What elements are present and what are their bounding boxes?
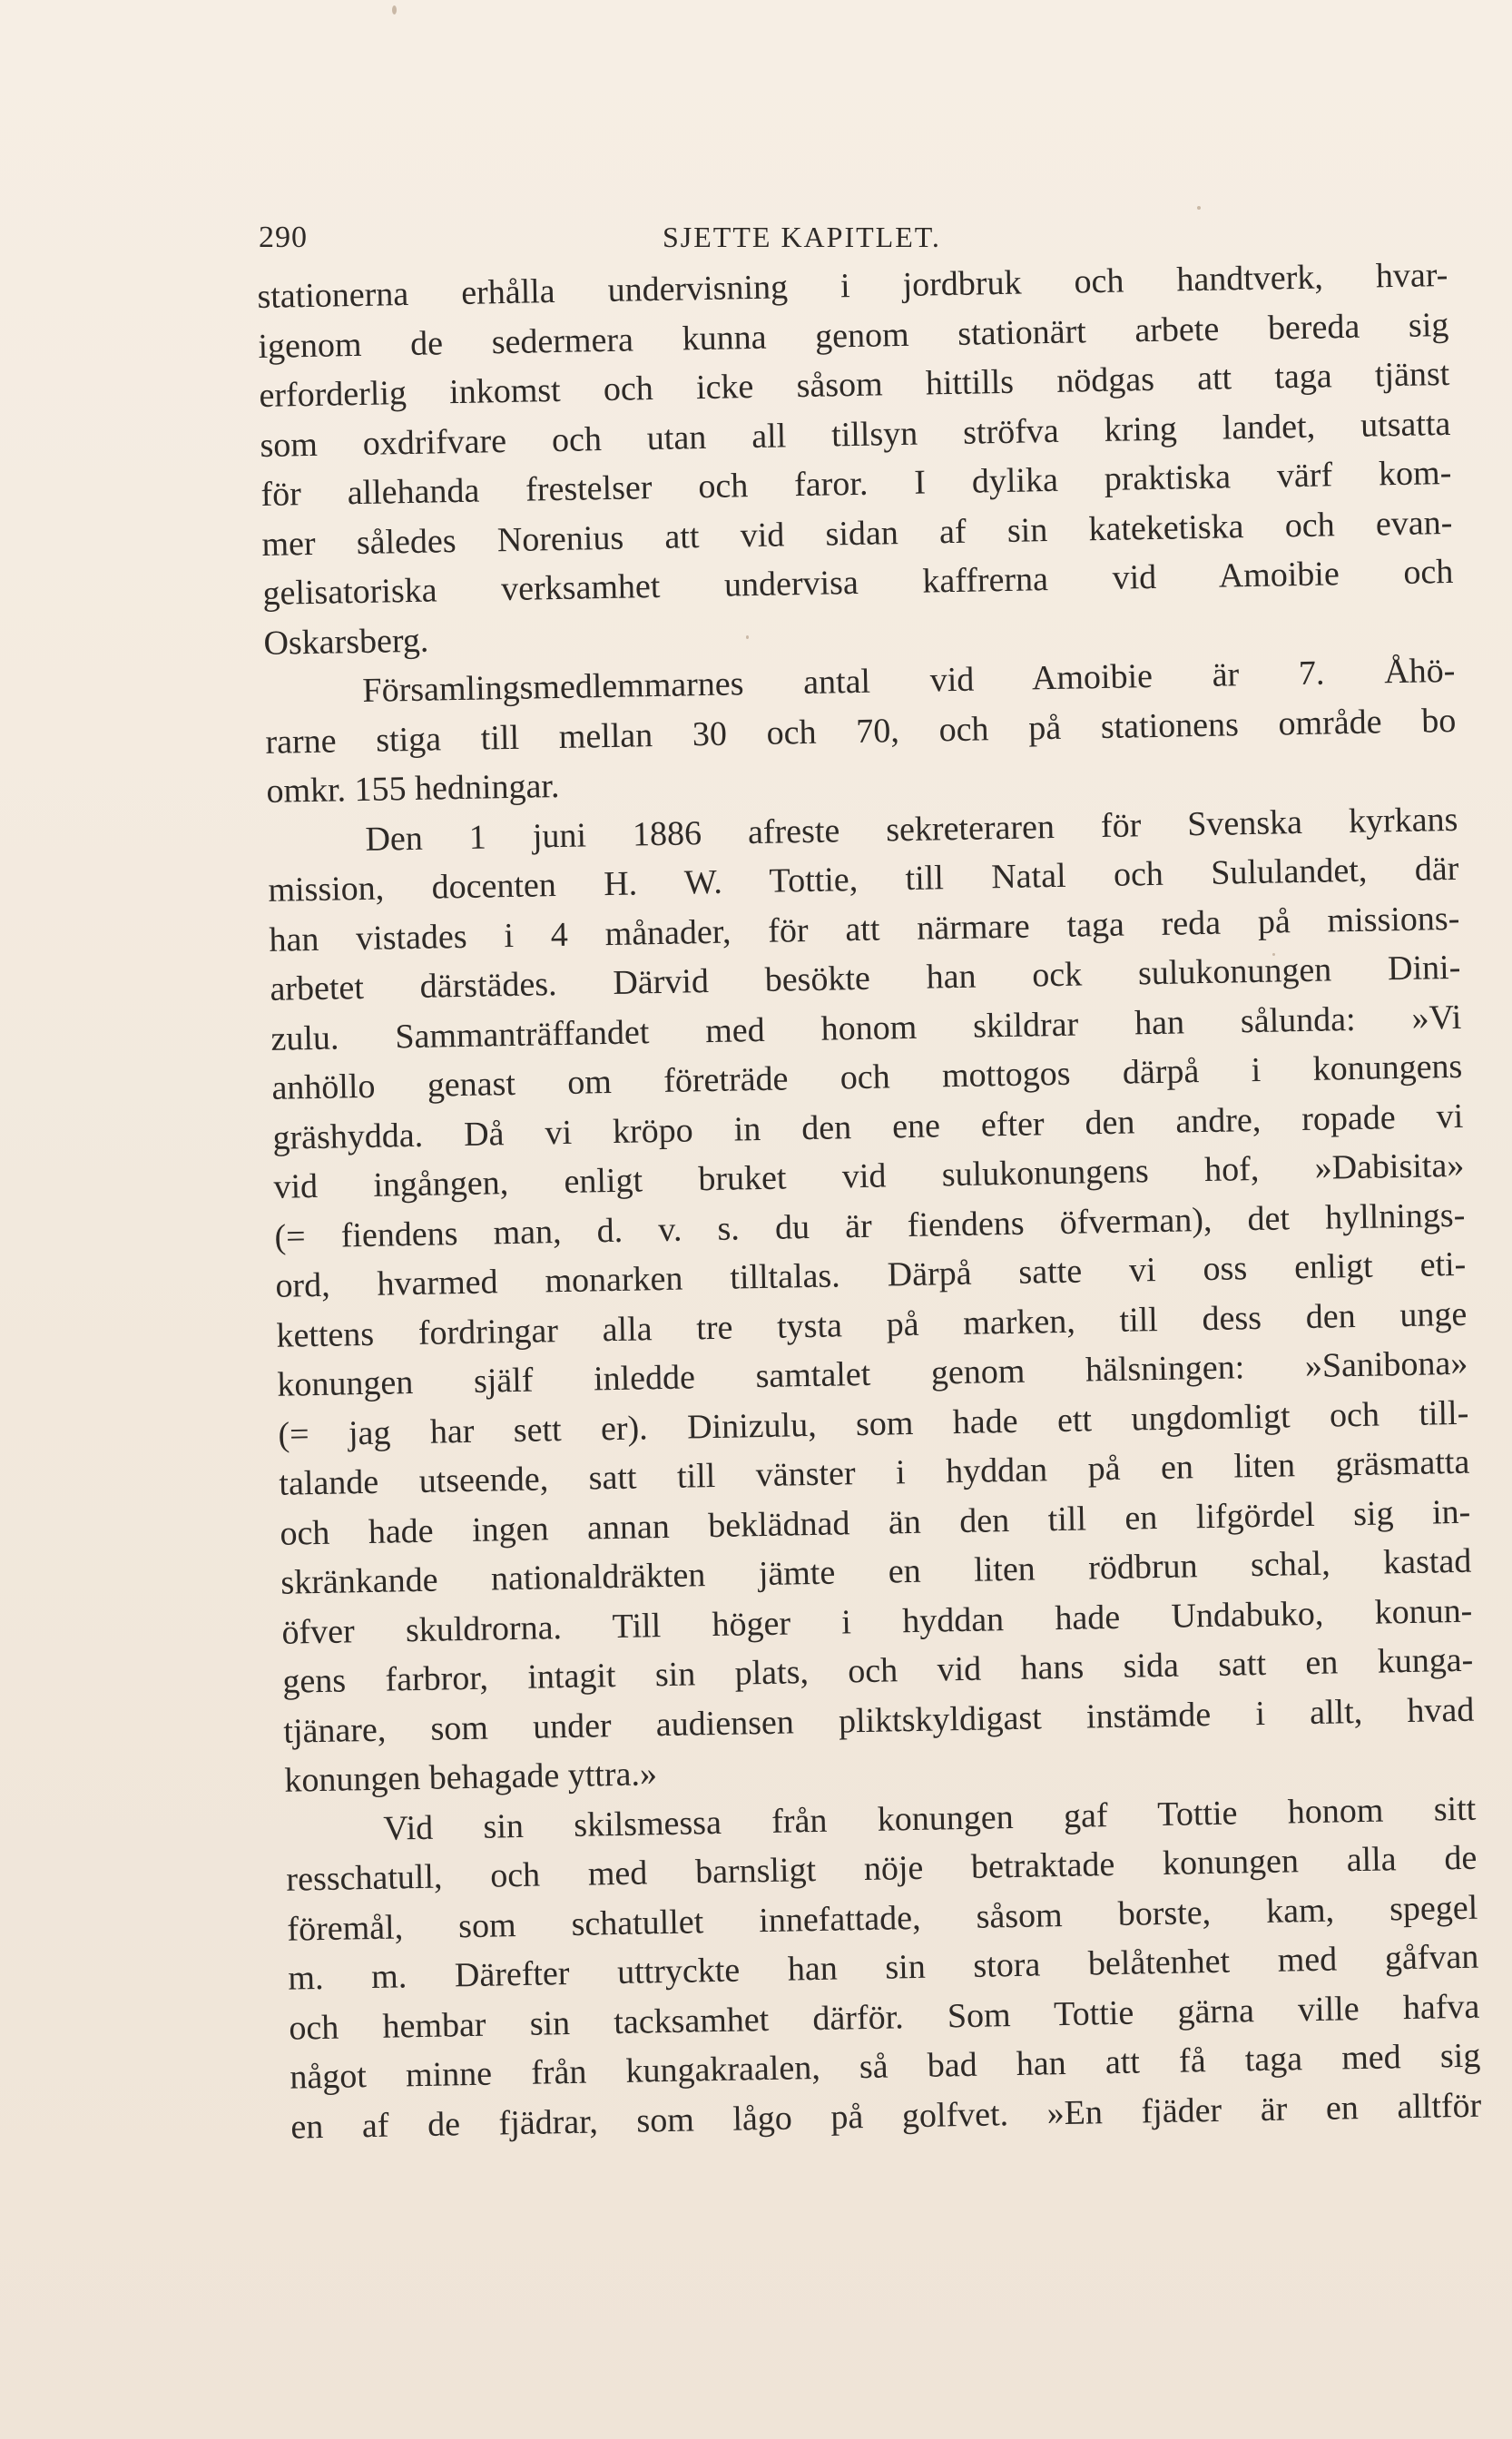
text-line: Oskarsberg.	[263, 621, 429, 663]
text-line: arbetet därstädes. Därvid besökte han ock sulukonungen Dini-	[270, 948, 1461, 1008]
text-line: zulu. Sammanträffandet med honom skildrar han sålunda: »Vi	[270, 998, 1462, 1058]
text-line: erforderlig inkomst och icke såsom hittills nödgas att taga tjänst	[259, 354, 1450, 415]
text-line: konungen behagade yttra.»	[284, 1755, 658, 1800]
text-line: ord, hvarmed monarken tilltalas. Därpå satte vi oss enligt eti-	[275, 1244, 1467, 1305]
text-line: kettens fordringar alla tre tysta på marken, till dess den unge	[276, 1294, 1468, 1355]
text-line: Församlingsmedlemmarnes antal vid Amoibie är 7. Åhö-	[362, 651, 1456, 710]
text-line: m. m. Därefter uttryckte han sin stora belåtenhet med gåfvan	[288, 1937, 1479, 1998]
text-line: och hade ingen annan beklädnad än den till en lifgördel sig in-	[280, 1492, 1471, 1553]
body-text	[257, 251, 1482, 2152]
text-line: föremål, som schatullet innefattade, såsom borste, kam, spegel	[287, 1888, 1478, 1949]
text-line: omkr. 155 hedningar.	[266, 766, 560, 811]
text-line: (= jag har sett er). Dinizulu, som hade ett ungdomligt och till-	[278, 1393, 1469, 1454]
text-line: mer således Norenius att vid sidan af sin kateketiska och evan-	[261, 503, 1453, 564]
text-line: (= fiendens man, d. v. s. du är fiendens öfverman), det hyllnings-	[274, 1195, 1466, 1256]
text-line: stationerna erhålla undervisning i jordbruk och handtverk, hvar-	[257, 255, 1448, 316]
text-line: talande utseende, satt till vänster i hyddan på en liten gräsmatta	[279, 1442, 1470, 1503]
paper-speck	[392, 5, 397, 15]
text-line: gelisatoriska verksamhet undervisa kaffrerna vid Amoibie och	[262, 552, 1454, 613]
text-line: skränkande nationaldräkten jämte en liten rödbrun schal, kastad	[280, 1541, 1472, 1602]
text-line: rarne stiga till mellan 30 och 70, och på stationens område bo	[265, 701, 1457, 762]
text-line: gens farbror, intagit sin plats, och vid hans sida satt en kunga-	[282, 1640, 1474, 1701]
page-number: 290	[259, 221, 308, 254]
paper-speck	[1197, 206, 1201, 210]
text-line: resschatull, och med barnsligt nöje betraktade konungen alla de	[286, 1838, 1478, 1899]
text-line: konungen själf inledde samtalet genom hälsningen: »Sanibona»	[277, 1343, 1468, 1404]
text-line: och hembar sin tacksamhet därför. Som Tottie gärna ville hafva	[289, 1987, 1480, 2048]
text-line: gräshydda. Då vi kröpo in den ene efter den andre, ropade vi	[272, 1097, 1464, 1157]
text-line: som oxdrifvare och utan all tillsyn ströfva kring landet, utsatta	[260, 404, 1451, 465]
text-line: tjänare, som under audiensen pliktskyldigast instämde i allt, hvad	[283, 1690, 1475, 1751]
text-line: öfver skuldrorna. Till höger i hyddan hade Undabuko, konun-	[281, 1591, 1473, 1652]
text-line: en af de fjädrar, som lågo på golfvet. »En fjäder är en alltför	[290, 2086, 1482, 2147]
text-line: mission, docenten H. W. Tottie, till Natal och Sululandet, där	[268, 849, 1459, 910]
text-line: han vistades i 4 månader, för att närmare taga reda på missions-	[269, 899, 1460, 959]
running-head: SJETTE KAPITLET.	[663, 221, 941, 253]
text-line: igenom de sedermera kunna genom stationärt arbete bereda sig	[258, 305, 1449, 366]
text-line: Den 1 juni 1886 afreste sekreteraren för Svenska kyrkans	[365, 800, 1458, 859]
text-line: Vid sin skilsmessa från konungen gaf Tottie honom sitt	[383, 1789, 1477, 1848]
text-line: för allehanda frestelser och faror. I dylika praktiska värf kom-	[260, 453, 1452, 514]
text-line: anhöllo genast om företräde och mottogos därpå i konungens	[271, 1047, 1463, 1107]
text-line: vid ingången, enligt bruket vid sulukonungens hof, »Dabisita»	[273, 1146, 1465, 1206]
text-line: något minne från kungakraalen, så bad han att få taga med sig	[290, 2036, 1481, 2097]
